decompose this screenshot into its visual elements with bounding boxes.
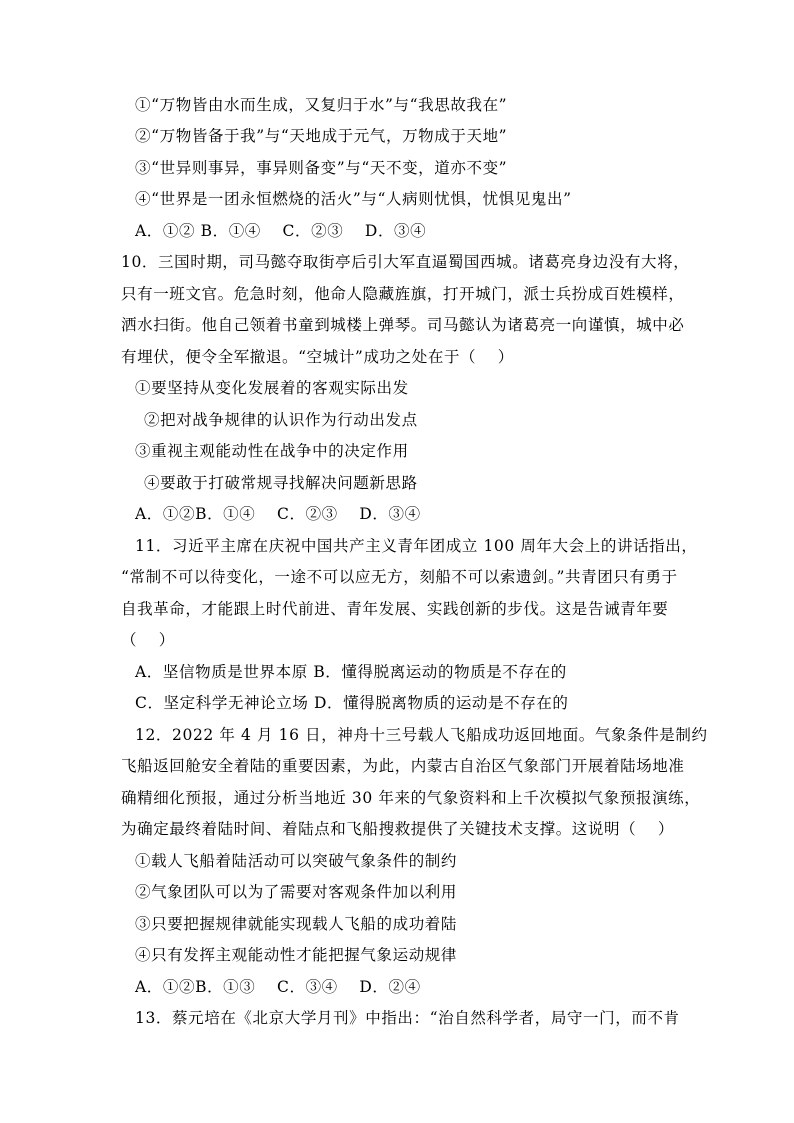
- option-2: ②把对战争规律的认识作为行动出发点: [144, 411, 418, 429]
- option-2: ②气象团队可以为了需要对客观条件加以利用: [135, 883, 458, 901]
- question-10-text: 有埋伏，便令全军撤退。“空城计”成功之处在于（ ）: [121, 348, 514, 366]
- question-13-text: 13．蔡元培在《北京大学月刊》中指出：“治自然科学者，局守一门，而不肯: [135, 1009, 680, 1027]
- question-10-text: 10．三国时期，司马懿夺取街亭后引大军直逼蜀国西城。诸葛亮身边没有大将，: [121, 253, 690, 271]
- option-4: ④只有发挥主观能动性才能把握气象运动规律: [135, 946, 458, 964]
- question-11-text: （ ）: [121, 631, 175, 649]
- option-3: ③“世异则事异，事异则备变”与“天不变，道亦不变”: [135, 159, 508, 177]
- question-11-text: “常制不可以待变化，一途不可以应无方，刻船不可以索遗剑。”共青团只有勇于: [121, 568, 678, 586]
- option-1: ①载人飞船着陆活动可以突破气象条件的制约: [135, 852, 458, 870]
- option-1: ①要坚持从变化发展着的客观实际出发: [135, 379, 409, 397]
- question-12-text: 12．2022 年 4 月 16 日，神舟十三号载人飞船成功返回地面。气象条件是制约: [135, 726, 708, 744]
- question-11-text: 自我革命，才能跟上时代前进、青年发展、实践创新的步伐。这是告诫青年要: [121, 600, 669, 618]
- option-3: ③重视主观能动性在战争中的决定作用: [135, 442, 409, 460]
- option-4: ④要敢于打破常规寻找解决问题新思路: [144, 474, 418, 492]
- question-12-text: 确精细化预报，通过分析当地近 30 年来的气象资料和上千次模拟气象预报演练，: [121, 789, 701, 807]
- answer-choices: A．①② B．①④ C．②③ D．③④: [135, 222, 427, 240]
- option-4: ④“世界是一团永恒燃烧的活火”与“人病则忧惧，忧惧见鬼出”: [135, 190, 572, 208]
- answer-choices: A．①②B．①③ C．③④ D．②④: [135, 978, 421, 996]
- question-12-text: 飞船返回舱安全着陆的重要因素，为此，内蒙古自治区气象部门开展着陆场地准: [121, 757, 685, 775]
- question-12-text: 为确定最终着陆时间、着陆点和飞船搜救提供了关键技术支撑。这说明（ ）: [121, 820, 674, 838]
- option-1: ①“万物皆由水而生成，又复归于水”与“我思故我在”: [135, 96, 508, 114]
- question-10-text: 洒水扫街。他自己领着书童到城楼上弹琴。司马懿认为诸葛亮一向谨慎，城中必: [121, 316, 685, 334]
- question-11-text: 11．习近平主席在庆祝中国共产主义青年团成立 100 周年大会上的讲话指出，: [135, 537, 698, 555]
- answer-choices: A．坚信物质是世界本原 B．懂得脱离运动的物质是不存在的: [135, 663, 567, 681]
- answer-choices: A．①②B．①④ C．②③ D．③④: [135, 505, 421, 523]
- answer-choices: C．坚定科学无神论立场 D．懂得脱离物质的运动是不存在的: [135, 694, 569, 712]
- question-10-text: 只有一班文官。危急时刻，他命人隐藏旌旗，打开城门，派士兵扮成百姓模样，: [121, 285, 685, 303]
- option-2: ②“万物皆备于我”与“天地成于元气，万物成于天地”: [135, 127, 508, 145]
- option-3: ③只要把握规律就能实现载人飞船的成功着陆: [135, 915, 458, 933]
